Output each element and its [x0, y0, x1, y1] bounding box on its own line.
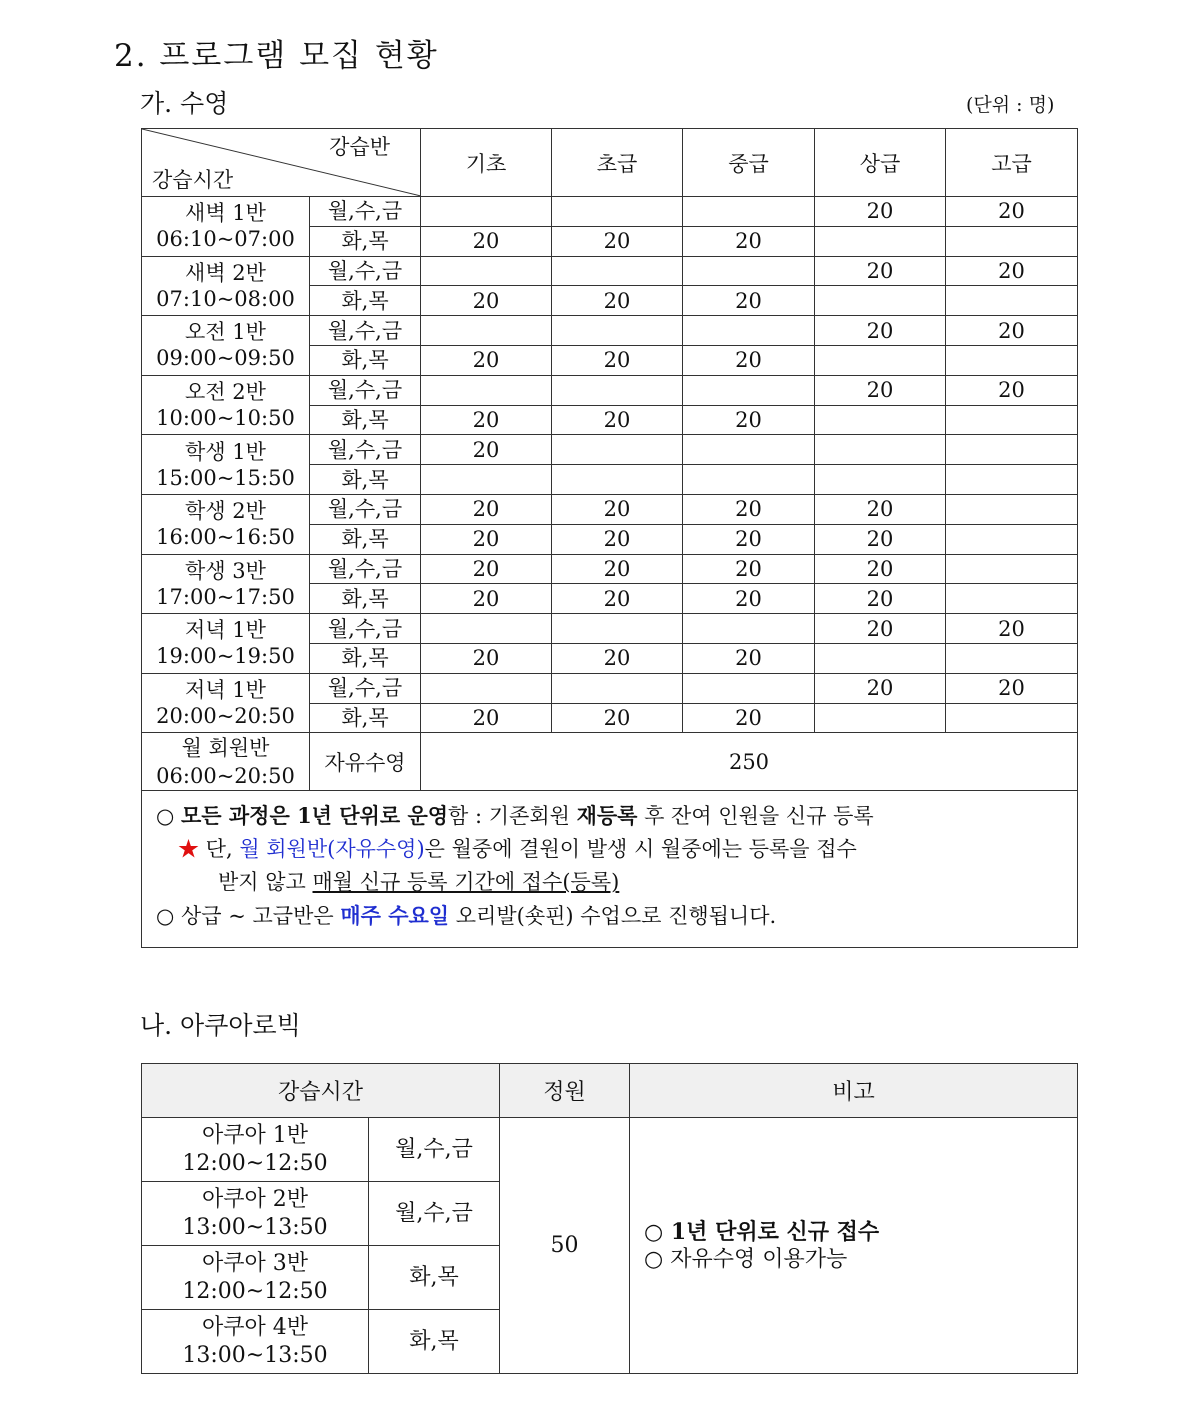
monthly-capacity-cell: 250 [421, 733, 1078, 791]
capacity-cell: 20 [421, 703, 552, 733]
star-icon: ★ [178, 837, 199, 862]
capacity-cell [815, 286, 946, 316]
bullet-icon: ○ [156, 904, 175, 929]
class-time: 09:00~09:50 [156, 346, 295, 371]
class-name-cell [142, 733, 310, 791]
class-time: 13:00~13:50 [182, 1342, 328, 1368]
corner-top-label: 강습반 [329, 135, 390, 159]
notes-cell [142, 791, 1078, 948]
remark-line: ○ 자유수영 이용가능 [644, 1246, 848, 1272]
capacity-cell [946, 524, 1078, 554]
note-text: 매주 수요일 [340, 903, 450, 929]
class-row-mwf [142, 494, 1078, 524]
note-line-3 [156, 866, 1077, 899]
capacity-cell: 20 [815, 673, 946, 703]
capacity-cell: 20 [552, 286, 683, 316]
days-cell: 화,목 [310, 345, 421, 375]
capacity-cell: 20 [946, 197, 1078, 227]
capacity-cell: 20 [421, 554, 552, 584]
capacity-cell [552, 673, 683, 703]
capacity-cell: 20 [683, 286, 815, 316]
capacity-cell: 20 [815, 554, 946, 584]
class-name: 저녁 1반 [185, 678, 266, 703]
capacity-cell [683, 435, 815, 465]
capacity-cell: 20 [683, 226, 815, 256]
days-cell: 화,목 [310, 703, 421, 733]
capacity-cell [815, 703, 946, 733]
capacity-cell [683, 256, 815, 286]
days-cell: 월,수,금 [310, 673, 421, 703]
capacity-cell: 20 [552, 703, 683, 733]
capacity-cell: 20 [421, 494, 552, 524]
class-row-mwf [142, 673, 1078, 703]
class-time: 06:10~07:00 [156, 227, 295, 252]
class-name: 아쿠아 3반 [202, 1250, 308, 1276]
days-cell: 월,수,금 [310, 256, 421, 286]
days-cell: 월,수,금 [310, 614, 421, 644]
capacity-cell [815, 643, 946, 673]
capacity-cell [815, 435, 946, 465]
capacity-cell: 20 [683, 584, 815, 614]
days-cell: 월,수,금 [310, 435, 421, 465]
capacity-cell [815, 226, 946, 256]
class-time: 19:00~19:50 [156, 644, 295, 669]
capacity-cell [946, 286, 1078, 316]
capacity-cell [421, 375, 552, 405]
class-time: 10:00~10:50 [156, 406, 295, 431]
aqua-row [142, 1118, 1078, 1182]
class-name-cell [142, 1118, 369, 1182]
capacity-cell: 20 [815, 256, 946, 286]
capacity-cell: 20 [815, 524, 946, 554]
aqua-capacity-cell: 50 [500, 1118, 630, 1374]
class-time: 20:00~20:50 [156, 704, 295, 729]
class-name: 학생 3반 [185, 558, 266, 583]
class-name: 학생 2반 [185, 499, 266, 524]
capacity-cell: 20 [421, 584, 552, 614]
class-name: 월 회원반 [181, 735, 270, 760]
capacity-cell: 20 [421, 435, 552, 465]
capacity-cell: 20 [815, 316, 946, 346]
note-line-2 [156, 833, 1077, 866]
capacity-cell: 20 [946, 256, 1078, 286]
level-header: 상급 [815, 129, 946, 197]
class-time: 07:10~08:00 [156, 286, 295, 311]
capacity-cell: 20 [815, 197, 946, 227]
class-name: 새벽 1반 [185, 201, 266, 226]
class-name: 아쿠아 1반 [202, 1122, 308, 1148]
class-time: 06:00~20:50 [156, 763, 295, 788]
note-text: 모든 과정은 1년 단위로 운영 [181, 803, 449, 829]
aqua-time-header: 강습시간 [142, 1064, 500, 1118]
class-name-cell [142, 435, 310, 495]
note-text: 오리발(숏핀) 수업으로 진행됩니다. [449, 904, 777, 929]
capacity-cell: 20 [815, 494, 946, 524]
capacity-cell [552, 375, 683, 405]
class-row-mwf [142, 375, 1078, 405]
days-cell: 화,목 [310, 524, 421, 554]
capacity-cell [552, 435, 683, 465]
class-time: 16:00~16:50 [156, 525, 295, 550]
capacity-cell: 20 [421, 286, 552, 316]
class-name: 오전 2반 [185, 380, 266, 405]
corner-header-cell [142, 129, 421, 197]
capacity-cell [552, 614, 683, 644]
capacity-cell: 20 [552, 345, 683, 375]
class-name-cell [142, 1246, 369, 1310]
days-cell: 월,수,금 [310, 554, 421, 584]
aqua-subtitle: 나. 아쿠아로빅 [140, 1011, 301, 1040]
monthly-row [142, 733, 1078, 791]
capacity-cell [946, 405, 1078, 435]
days-cell: 화,목 [310, 584, 421, 614]
capacity-cell [552, 316, 683, 346]
level-header: 중급 [683, 129, 815, 197]
aqua-remarks-header: 비고 [630, 1064, 1078, 1118]
note-line-1 [156, 799, 1077, 833]
days-cell: 월,수,금 [369, 1182, 500, 1246]
capacity-cell: 20 [683, 494, 815, 524]
class-time: 12:00~12:50 [182, 1150, 328, 1176]
class-name-cell [142, 197, 310, 257]
class-name: 아쿠아 4반 [202, 1314, 308, 1340]
capacity-cell [421, 256, 552, 286]
note-text: 은 월중에 결원이 발생 시 월중에는 등록을 접수 [424, 837, 857, 862]
capacity-cell [815, 465, 946, 495]
capacity-cell [946, 345, 1078, 375]
capacity-cell: 20 [683, 524, 815, 554]
capacity-cell [946, 584, 1078, 614]
class-name-cell [142, 316, 310, 376]
note-text: 재등록 [576, 803, 638, 829]
class-row-mwf [142, 256, 1078, 286]
bullet-icon: ○ [156, 804, 175, 829]
capacity-cell: 20 [552, 524, 683, 554]
days-cell: 월,수,금 [310, 494, 421, 524]
swim-subtitle: 가. 수영 [140, 89, 229, 118]
capacity-cell: 20 [421, 643, 552, 673]
capacity-cell: 20 [552, 494, 683, 524]
capacity-cell: 20 [815, 614, 946, 644]
days-cell: 월,수,금 [310, 197, 421, 227]
capacity-cell [683, 375, 815, 405]
capacity-cell: 20 [683, 345, 815, 375]
note-text: 상급 ~ 고급반은 [174, 904, 341, 929]
capacity-cell: 20 [552, 584, 683, 614]
class-name-cell [142, 1310, 369, 1374]
capacity-cell [815, 345, 946, 375]
capacity-cell: 20 [946, 316, 1078, 346]
swim-schedule-table [141, 128, 1078, 948]
capacity-cell [815, 405, 946, 435]
capacity-cell [946, 643, 1078, 673]
class-name-cell [142, 494, 310, 554]
capacity-cell: 20 [421, 405, 552, 435]
days-cell: 화,목 [369, 1246, 500, 1310]
class-name-cell [142, 554, 310, 614]
capacity-cell [552, 197, 683, 227]
note-text: 받지 않고 [218, 870, 313, 895]
level-header: 고급 [946, 129, 1078, 197]
capacity-cell [946, 226, 1078, 256]
class-name: 학생 1반 [185, 439, 266, 464]
days-cell: 화,목 [310, 405, 421, 435]
capacity-cell [683, 614, 815, 644]
class-name-cell [142, 614, 310, 674]
aqua-header-row [142, 1064, 1078, 1118]
capacity-cell: 20 [946, 673, 1078, 703]
capacity-cell: 20 [683, 405, 815, 435]
remark-line: ○ 1년 단위로 신규 접수 [644, 1218, 880, 1245]
capacity-cell [552, 256, 683, 286]
class-time: 12:00~12:50 [182, 1278, 328, 1304]
capacity-cell: 20 [683, 554, 815, 584]
class-name-cell [142, 1182, 369, 1246]
capacity-cell: 20 [421, 345, 552, 375]
aqua-capacity-header: 정원 [500, 1064, 630, 1118]
section-title: 2. 프로그램 모집 현황 [114, 38, 439, 74]
note-text: 매월 신규 등록 기간에 접수(등록) [312, 870, 620, 895]
capacity-cell [683, 197, 815, 227]
capacity-cell [421, 197, 552, 227]
capacity-cell [421, 673, 552, 703]
capacity-cell: 20 [552, 226, 683, 256]
days-cell: 월,수,금 [310, 316, 421, 346]
class-name-cell [142, 673, 310, 733]
class-time: 17:00~17:50 [156, 584, 295, 609]
class-name: 오전 1반 [185, 320, 266, 345]
days-cell: 화,목 [369, 1310, 500, 1374]
capacity-cell [421, 465, 552, 495]
class-name-cell [142, 256, 310, 316]
capacity-cell: 20 [552, 405, 683, 435]
note-text: 월 회원반(자유수영) [239, 837, 425, 862]
days-cell: 화,목 [310, 286, 421, 316]
class-time: 15:00~15:50 [156, 465, 295, 490]
class-row-mwf [142, 435, 1078, 465]
class-row-mwf [142, 614, 1078, 644]
days-cell: 화,목 [310, 643, 421, 673]
class-name-cell [142, 375, 310, 435]
class-name: 아쿠아 2반 [202, 1186, 308, 1212]
capacity-cell [946, 554, 1078, 584]
note-line-4 [156, 899, 1077, 933]
class-name: 새벽 2반 [185, 260, 266, 285]
capacity-cell [946, 465, 1078, 495]
capacity-cell: 20 [552, 643, 683, 673]
class-row-mwf [142, 554, 1078, 584]
capacity-cell [683, 673, 815, 703]
capacity-cell: 20 [946, 375, 1078, 405]
capacity-cell: 20 [683, 643, 815, 673]
level-header: 기초 [421, 129, 552, 197]
days-cell: 화,목 [310, 226, 421, 256]
capacity-cell: 20 [815, 584, 946, 614]
class-row-mwf [142, 316, 1078, 346]
capacity-cell [683, 465, 815, 495]
note-text: 후 잔여 인원을 신규 등록 [637, 804, 874, 829]
capacity-cell [421, 316, 552, 346]
class-name: 저녁 1반 [185, 618, 266, 643]
notes-row [142, 791, 1078, 948]
capacity-cell: 20 [946, 614, 1078, 644]
capacity-cell: 20 [683, 703, 815, 733]
aqua-schedule-table [141, 1063, 1078, 1374]
capacity-cell: 20 [815, 375, 946, 405]
unit-label: (단위 : 명) [966, 94, 1055, 116]
corner-bottom-label: 강습시간 [152, 168, 234, 192]
aqua-remarks-cell [630, 1118, 1078, 1374]
capacity-cell [946, 703, 1078, 733]
days-cell: 화,목 [310, 465, 421, 495]
capacity-cell [552, 465, 683, 495]
class-row-mwf [142, 197, 1078, 227]
swim-header-row [142, 129, 1078, 197]
note-text: 함 : 기존회원 [448, 804, 577, 829]
days-cell: 월,수,금 [369, 1118, 500, 1182]
capacity-cell [683, 316, 815, 346]
capacity-cell: 20 [421, 226, 552, 256]
level-header: 초급 [552, 129, 683, 197]
days-cell: 월,수,금 [310, 375, 421, 405]
capacity-cell [946, 435, 1078, 465]
capacity-cell: 20 [421, 524, 552, 554]
capacity-cell [946, 494, 1078, 524]
class-time: 13:00~13:50 [182, 1214, 328, 1240]
note-text: 단, [199, 837, 240, 862]
capacity-cell: 20 [552, 554, 683, 584]
capacity-cell [421, 614, 552, 644]
days-cell: 자유수영 [310, 733, 421, 791]
